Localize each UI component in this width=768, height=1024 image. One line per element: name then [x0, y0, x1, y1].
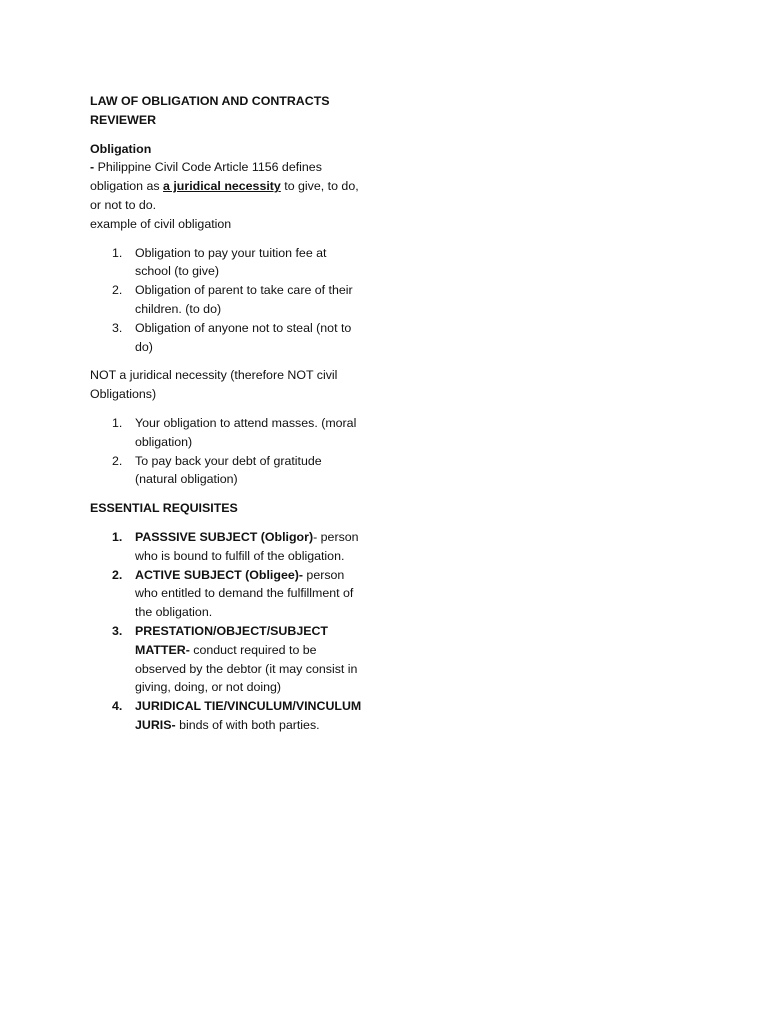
- requisite-term: ACTIVE SUBJECT (Obligee)-: [135, 567, 303, 582]
- list-item: [90, 697, 363, 735]
- list-text: Your obligation to attend masses. (moral obligation): [135, 415, 357, 449]
- list-item: [90, 414, 363, 452]
- juridical-necessity-emphasis: a juridical necessity: [163, 179, 281, 194]
- document-title: [90, 92, 370, 130]
- def-dash: -: [90, 160, 98, 175]
- obligation-heading: Obligation: [90, 141, 152, 156]
- title-line-2: REVIEWER: [90, 112, 157, 127]
- requisite-desc: conduct required to be observed by the debtor (it may consist in giving, doing, or not doing): [135, 642, 358, 695]
- def-line2-post: to give, to do,: [280, 179, 359, 194]
- requisite-term: PRESTATION/OBJECT/SUBJECT MATTER-: [135, 623, 328, 657]
- list-number: 1.: [112, 415, 123, 430]
- requisite-desc: - person who is bound to fulfill of the obligation.: [135, 529, 359, 563]
- obligation-section: [90, 140, 370, 234]
- list-number: 2.: [112, 567, 123, 582]
- title-line-1: LAW OF OBLIGATION AND CONTRACTS: [90, 94, 330, 108]
- not-juridical-paragraph: NOT a juridical necessity (therefore NOT civil Obligations): [90, 368, 338, 402]
- requisite-term: JURIDICAL TIE/VINCULUM/VINCULUM JURIS-: [135, 699, 362, 732]
- list-item: [90, 528, 363, 566]
- obligation-def-line-2: [90, 177, 370, 196]
- list-item: [90, 244, 363, 282]
- def-line1-text: Philippine Civil Code Article 1156 defines: [97, 160, 322, 175]
- obligation-def-line-1: [90, 158, 370, 177]
- requisite-desc: person who entitled to demand the fulfillment of the obligation.: [135, 567, 354, 620]
- non-civil-obligation-list: [90, 414, 370, 489]
- essential-requisites-heading: [90, 499, 370, 518]
- list-number: 1.: [112, 529, 123, 544]
- requisite-desc: binds of with both parties.: [175, 717, 320, 732]
- list-text: Obligation to pay your tuition fee at school (to give): [135, 245, 327, 279]
- obligation-def-line-3: or not to do.: [90, 197, 157, 212]
- list-number: 2.: [112, 283, 123, 298]
- list-number: 4.: [112, 699, 123, 714]
- document-page: [90, 92, 370, 745]
- civil-obligation-list: [90, 244, 370, 357]
- list-number: 3.: [112, 623, 123, 638]
- list-item: [90, 281, 363, 319]
- list-number: 2.: [112, 453, 123, 468]
- requisite-term: PASSSIVE SUBJECT (Obligor): [135, 529, 314, 544]
- list-item: [90, 319, 363, 357]
- def-line2-pre: obligation as: [90, 179, 164, 194]
- essential-heading-text: ESSENTIAL REQUISITES: [90, 501, 238, 516]
- list-text: Obligation of anyone not to steal (not to do): [135, 320, 352, 354]
- list-number: 3.: [112, 320, 123, 335]
- example-label: example of civil obligation: [90, 216, 232, 231]
- list-item: [90, 452, 363, 490]
- list-text: To pay back your debt of gratitude (natural obligation): [135, 453, 322, 487]
- list-text: Obligation of parent to take care of their children. (to do): [135, 283, 353, 316]
- list-number: 1.: [112, 245, 123, 260]
- list-item: [90, 622, 363, 697]
- list-item: [90, 566, 363, 622]
- essential-requisites-list: [90, 528, 370, 735]
